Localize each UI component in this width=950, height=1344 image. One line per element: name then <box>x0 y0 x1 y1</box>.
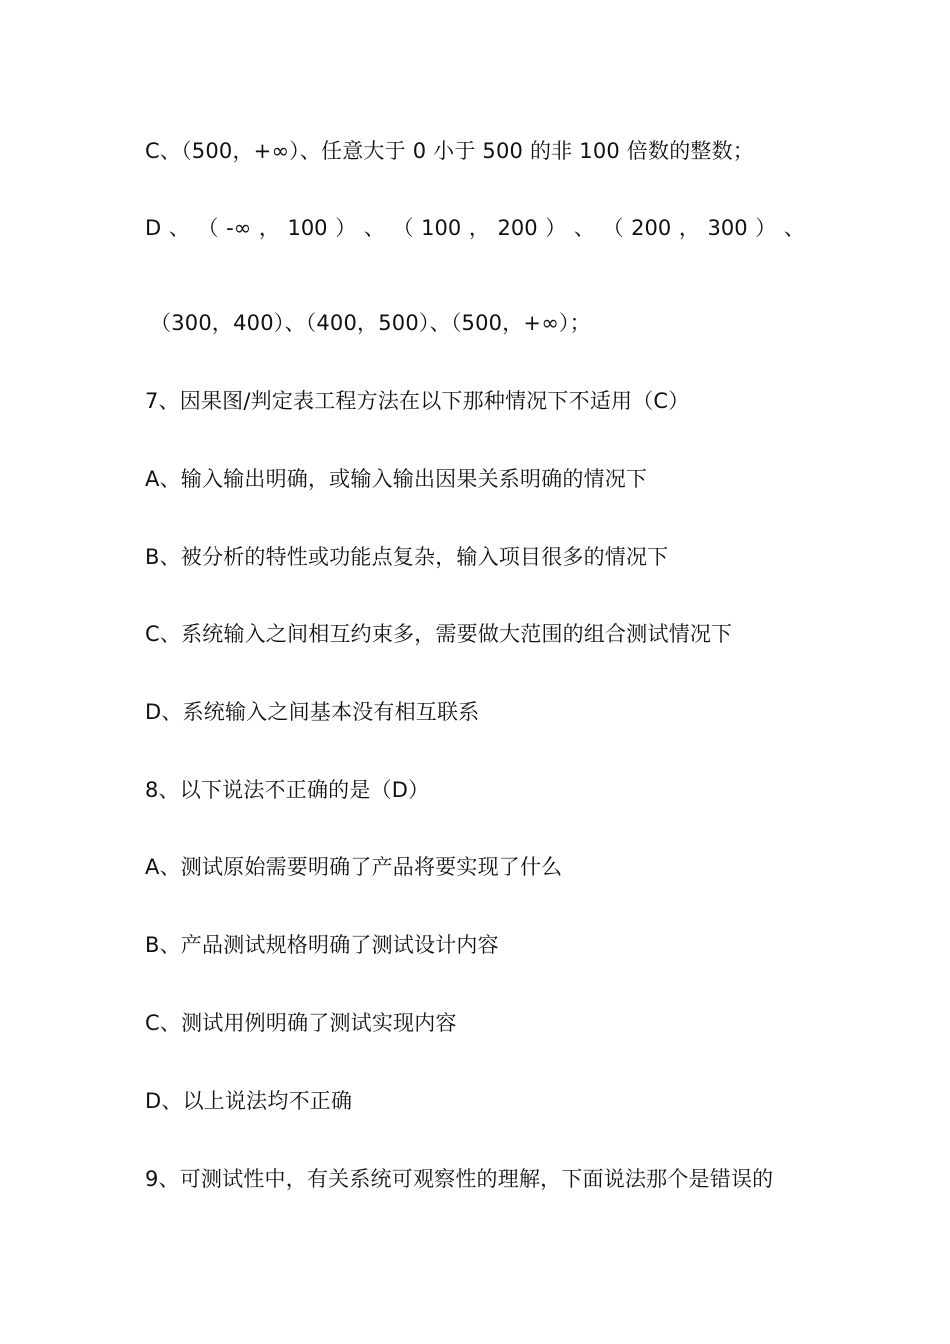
q7-option-b: B、被分析的特性或功能点复杂，输入项目很多的情况下 <box>145 545 669 569</box>
q6-option-d-token: -∞ <box>226 216 252 240</box>
q6-option-d-token: 100 <box>287 216 328 240</box>
q6-option-d-token: 300 <box>707 216 748 240</box>
q6-option-d-token: ， <box>258 216 280 240</box>
q6-option-d-token: 100 <box>421 216 462 240</box>
q6-option-d-token: ） <box>335 216 357 240</box>
q8-option-d: D、以上说法均不正确 <box>145 1089 353 1113</box>
q6-option-d-token: ） <box>755 216 777 240</box>
q6-option-d-token: （ <box>197 216 219 240</box>
question-9: 9、可测试性中，有关系统可观察性的理解，下面说法那个是错误的 <box>145 1167 774 1191</box>
q6-option-d-token: 、 <box>783 216 805 240</box>
q6-option-d-token: ， <box>468 216 490 240</box>
q8-option-a: A、测试原始需要明确了产品将要实现了什么 <box>145 855 563 879</box>
q7-option-a: A、输入输出明确，或输入输出因果关系明确的情况下 <box>145 467 648 491</box>
q6-option-d-token: 200 <box>631 216 672 240</box>
q6-option-d-token: 200 <box>497 216 538 240</box>
q6-option-d-token: 、 <box>168 216 190 240</box>
q8-option-c: C、测试用例明确了测试实现内容 <box>145 1011 457 1035</box>
q6-option-d-token: 、 <box>363 216 385 240</box>
q6-option-d-token: ） <box>545 216 567 240</box>
q6-option-d <box>145 214 805 242</box>
q8-option-b: B、产品测试规格明确了测试设计内容 <box>145 933 499 957</box>
q6-option-d-token: ， <box>678 216 700 240</box>
q7-option-d: D、系统输入之间基本没有相互联系 <box>145 700 480 724</box>
q6-option-d-continued: （300，400）、（400，500）、（500，+∞）； <box>150 311 591 335</box>
q6-option-d-token: D <box>145 216 162 240</box>
question-8: 8、以下说法不正确的是（D） <box>145 778 430 802</box>
question-7: 7、因果图/判定表工程方法在以下那种情况下不适用（C） <box>145 389 690 413</box>
q6-option-d-token: 、 <box>573 216 595 240</box>
q7-option-c: C、系统输入之间相互约束多，需要做大范围的组合测试情况下 <box>145 622 733 646</box>
q6-option-d-token: （ <box>392 216 414 240</box>
q6-option-d-token: （ <box>602 216 624 240</box>
q6-option-c: C、（500，+∞）、任意大于 0 小于 500 的非 100 倍数的整数； <box>145 139 755 163</box>
